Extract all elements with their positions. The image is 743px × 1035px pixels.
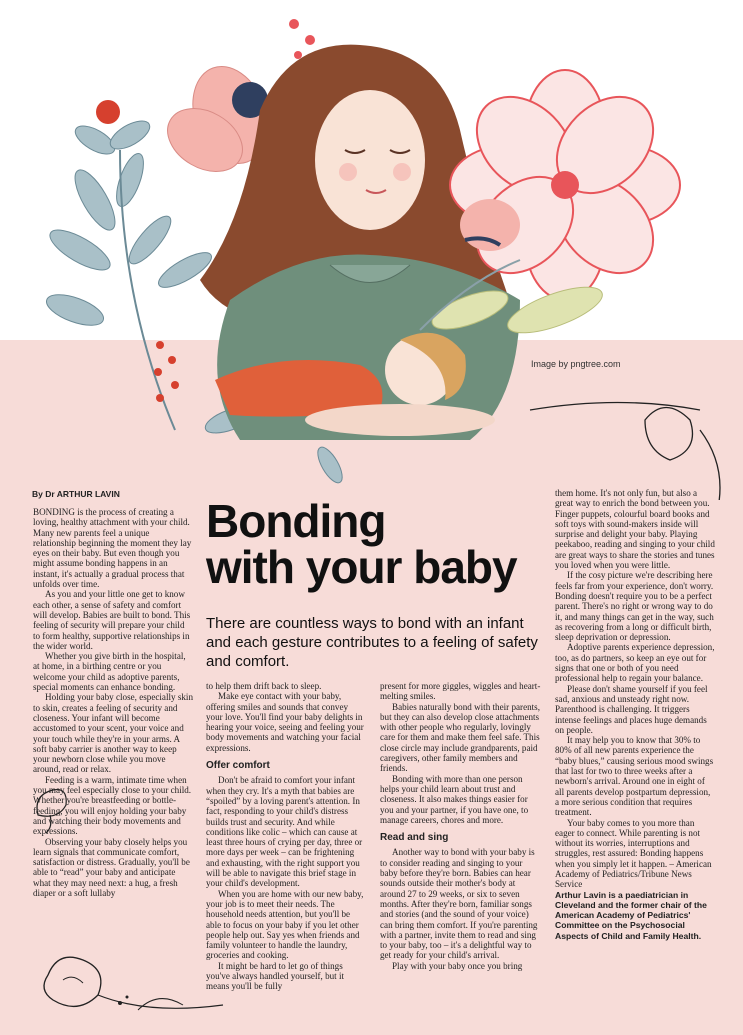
- body-paragraph: Bonding with more than one person helps your child learn about trust and closeness. It also makes things easier for you and your partner, if you have one, to manage careers, chores and more.: [380, 773, 529, 825]
- body-paragraph: them home. It's not only fun, but also a great way to enrich the bond between you. Finger puppets, colourful board books and soft toys with sound-makers inside will surprise and delight your baby. Playing peekaboo, reading and singing to your child are great ways to share the stories and tunes you loved when you were little.: [555, 488, 715, 571]
- standfirst: There are countless ways to bond with an infant and each gesture contributes to a feeling of safety and comfort.: [206, 615, 538, 670]
- column-1: [33, 507, 193, 898]
- body-paragraph: As you and your little one get to know each other, a sense of safety and comfort will develop. Babies are built to bond. This feeling of security will prepare your child to form healthy, supportive relationships in the wider world.: [33, 589, 191, 651]
- body-paragraph: Babies naturally bond with their parents, but they can also develop close attachments with other people who regularly, lovingly care for them and make them feel safe. This close circle may include grandparents, paid caregivers, other family members and friends.: [380, 701, 540, 774]
- headline-line-1: Bonding: [206, 495, 386, 547]
- body-paragraph: Holding your baby close, especially skin to skin, creates a feeling of security and closeness. Your infant will become accustomed to your scent, your voice and your touch while they're in your arms. A soft baby carrier is another way to keep your newborn close while you move around, read or relax.: [33, 692, 193, 775]
- body-paragraph: It might be hard to let go of things you've always handled yourself, but it means you'll be fully: [206, 960, 345, 992]
- subheading: Read and sing: [380, 832, 449, 844]
- subheading: Offer comfort: [206, 760, 270, 772]
- body-paragraph: Your baby comes to you more than eager to connect. While parenting is not without its worries, interruptions and struggles, rest assured: Bonding happens when you simply let it happen. – American Academy of Pediatrics/Tribune News Service: [555, 817, 712, 890]
- headline-line-2: with your baby: [206, 541, 517, 593]
- body-paragraph: Make eye contact with your baby, offering smiles and sounds that convey your love. You'll find your baby delights in hearing your voice, seeing and feeling your body movements and watching your facial expressions.: [206, 691, 364, 753]
- body-paragraph: present for more giggles, wiggles and heart-melting smiles.: [380, 681, 541, 702]
- body-paragraph: Please don't shame yourself if you feel sad, anxious and unsteady right now. Parenthood is challenging. It triggers intense feelings and places huge demands on people.: [555, 683, 708, 735]
- byline: By Dr ARTHUR LAVIN: [32, 489, 120, 499]
- body-paragraph: to help them drift back to sleep.: [206, 681, 322, 691]
- image-credit: Image by pngtree.com: [531, 359, 621, 369]
- body-paragraph: Observing your baby closely helps you learn signals that communicate comfort, satisfaction or distress. Gradually, you'll be able to “read” your baby and anticipate what they may need next: a hug, a fresh diaper or a soft lullaby: [33, 836, 190, 898]
- mother-baby-illustration: [0, 0, 743, 500]
- body-paragraph: Feeding is a warm, intimate time when you may feel especially close to your child. Whether you're breastfeeding or bottle-feeding, you will enjoy holding your baby and watching their body movements and expressions.: [33, 774, 192, 837]
- body-paragraph: When you are home with our new baby, your job is to meet their needs. The household needs attention, but you'll be able to focus on your baby if you let other people help out. Say yes when friends and family volunteer to handle the laundry, groceries and cooking.: [206, 888, 364, 961]
- body-paragraph: Play with your baby once you bring: [392, 960, 523, 971]
- column-2: [206, 681, 366, 992]
- body-paragraph: If the cosy picture we're describing here feels far from your experience, don't worry. Bonding doesn't require you to be a perfect parent. There's no right or wrong way to do it, and many things can get in the way, such as recovering from a long or difficult birth, sleep deprivation or depression.: [555, 570, 714, 643]
- body-paragraph: BONDING is the process of creating a loving, healthy attachment with your child. Many new parents feel a unique relationship beginning the moment they lay eyes on their baby. But even though you might assume bonding happens in an instant, it's actually a gradual process that unfolds over time.: [33, 507, 192, 590]
- author-bio: Arthur Lavin is a paediatrician in Cleveland and the former chair of the American Academy of Pediatrics' Committee on the Psychosocial Aspects of Child and Family Health.: [555, 889, 707, 941]
- line-flower-icon: [28, 775, 88, 835]
- column-4: [555, 488, 715, 941]
- headline: [206, 495, 517, 593]
- line-flower-cluster-icon: [28, 945, 228, 1030]
- body-paragraph: It may help you to know that 30% to 80% of all new parents experience the “baby blues,” causing serious mood swings that last for two to three weeks after a newborn's arrival. Around one in eight of all parents develop postpartum depression, a more serious condition that requires treatment.: [555, 735, 714, 818]
- body-paragraph: Another way to bond with your baby is to consider reading and singing to your baby before they're born. Babies can hear sounds outside their mother's body at around 27 to 29 weeks, or six to seven months. After they're born, familiar songs and stories (and the sound of your voice) can bring them comfort. If you're parenting with a partner, invite them to read and sing to your baby, too – it's a delightful way to get ready for your child's arrival.: [380, 847, 538, 961]
- body-paragraph: Adoptive parents experience depression, too, as do partners, so keep an eye out for signs that one or both of you need professional help to regain your balance.: [555, 642, 715, 684]
- column-3: [380, 681, 542, 971]
- body-paragraph: Whether you give birth in the hospital, at home, in a birthing centre or you welcome your child as adoptive parents, special moments can enhance bonding.: [33, 651, 186, 693]
- body-paragraph: Don't be afraid to comfort your infant when they cry. It's a myth that babies are “spoiled” by a loving parent's attention. In fact, responding to your child's distress builds trust and security. And while conditions like colic – which can cause at least three hours of crying per day, three or more days per week – can be frightening and exhausting, with the right support you will be able to navigate this brief stage in your child's development.: [206, 775, 363, 889]
